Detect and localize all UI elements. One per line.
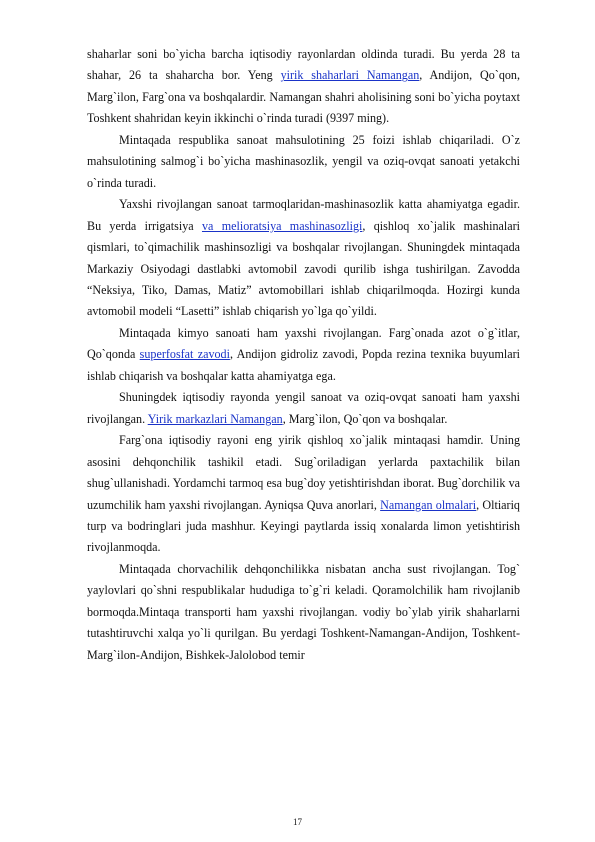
paragraph-7	[87, 559, 520, 666]
paragraph-text: Mintaqada chorvachilik dehqonchilikka nisbatan ancha sust rivojlangan. Tog` yaylovlari qo`shni respublikalar hududiga to`g`ri keladi. Qoramolchilik ham rivojlanib bormoqda.Mintaqa transporti ham yaxshi rivojlangan. vodiy bo`ylab yirik shaharlarni tutashtiruvchi xalqa yo`li qurilgan. Bu yerdagi Toshkent-Namangan-Andijon, Toshkent-Marg`ilon-Andijon, Bishkek-Jalolobod temir	[87, 561, 520, 662]
link-yirik-shaharlari-namangan[interactable]: yirik shaharlari Namangan	[280, 68, 420, 83]
paragraph-text: , Andijon gidroliz zavodi, Popda rezina texnika buyumlari ishlab chiqarish va boshqalar katta ahamiyatga ega.	[87, 347, 520, 383]
paragraph-3	[87, 194, 520, 323]
paragraph-text: , Andijon, Qo`qon, Marg`ilon, Farg`ona va boshqalardir. Namangan shahri aholisining soni bo`yicha poytaxt Toshkent shahridan keyin ikkinchi o`rinda turadi (9397 ming).	[87, 68, 521, 126]
paragraph-text: Farg`ona iqtisodiy rayoni eng yirik qishloq xo`jalik mintaqasi hamdir. Uning asosini dehqonchilik tashikil etadi. Sug`oriladigan yerlarda paxtachilik bilan shug`ullanishadi. Yordamchi tarmoq esa bug`doy yetishtirishdan iborat. Bug`dorchilik va uzumchilik ham yaxshi rivojlangan. Ayniqsa Quva anorlari,	[87, 433, 520, 512]
link-superfosfat-zavodi[interactable]: superfosfat zavodi	[139, 347, 230, 362]
paragraph-text: Shuningdek iqtisodiy rayonda yengil sanoat va oziq-ovqat sanoati ham yaxshi rivojlangan.	[87, 390, 520, 426]
paragraph-1	[87, 44, 520, 130]
paragraph-6	[87, 430, 520, 559]
page-number: 17	[293, 817, 302, 827]
link-melioratsiya-mashinasozligi[interactable]: va melioratsiya mashinasozligi	[201, 218, 363, 233]
paragraph-5	[87, 387, 520, 430]
paragraph-text: Mintaqada kimyo sanoati ham yaxshi rivojlangan. Farg`onada azot o`g`itlar, Qo`qonda	[87, 325, 520, 362]
paragraph-text: shaharlar soni bo`yicha barcha iqtisodiy rayonlardan oldinda turadi. Bu yerda 28 ta shahar, 26 ta shaharcha bor. Yeng	[87, 47, 520, 83]
paragraph-2	[87, 130, 520, 194]
paragraph-4	[87, 323, 520, 387]
paragraph-text: , qishloq xo`jalik mashinalari qismlari, to`qimachilik mashinsozligi va boshqalar rivojlangan. Shuningdek mintaqada Markaziy Osiyodagi dastlabki avtomobil zavodi qurilib ishga tushirilgan. Zavodda “Neksiya, Tiko, Damas, Matiz” avtomobillari ishlab chiqarilmoqda. Hozirgi kunda avtomobil modeli “Lasetti” ishlab chiqarish yo`lga qo`yildi.	[87, 218, 520, 319]
paragraph-text: , Marg`ilon, Qo`qon va boshqalar.	[282, 411, 448, 426]
paragraph-text: Mintaqada respublika sanoat mahsulotining 25 foizi ishlab chiqariladi. O`z mahsulotining salmog`i bo`yicha mashinasozlik, yengil va oziq-ovqat sanoati yetakchi o`rinda turadi.	[87, 132, 520, 190]
paragraph-text: Yaxshi rivojlangan sanoat tarmoqlaridan-mashinasozlik katta ahamiyatga egadir. Bu yerda irrigatsiya	[87, 197, 520, 233]
paragraph-text: , Oltiariq turp va bodringlari juda mashhur. Keyingi paytlarda issiq xonalarda limon yetishtirish rivojlanmoqda.	[87, 497, 520, 555]
link-namangan-olmalari[interactable]: Namangan olmalari	[380, 497, 477, 512]
document-body	[87, 44, 520, 666]
link-yirik-markazlari-namangan[interactable]: Yirik markazlari Namangan	[147, 411, 283, 426]
